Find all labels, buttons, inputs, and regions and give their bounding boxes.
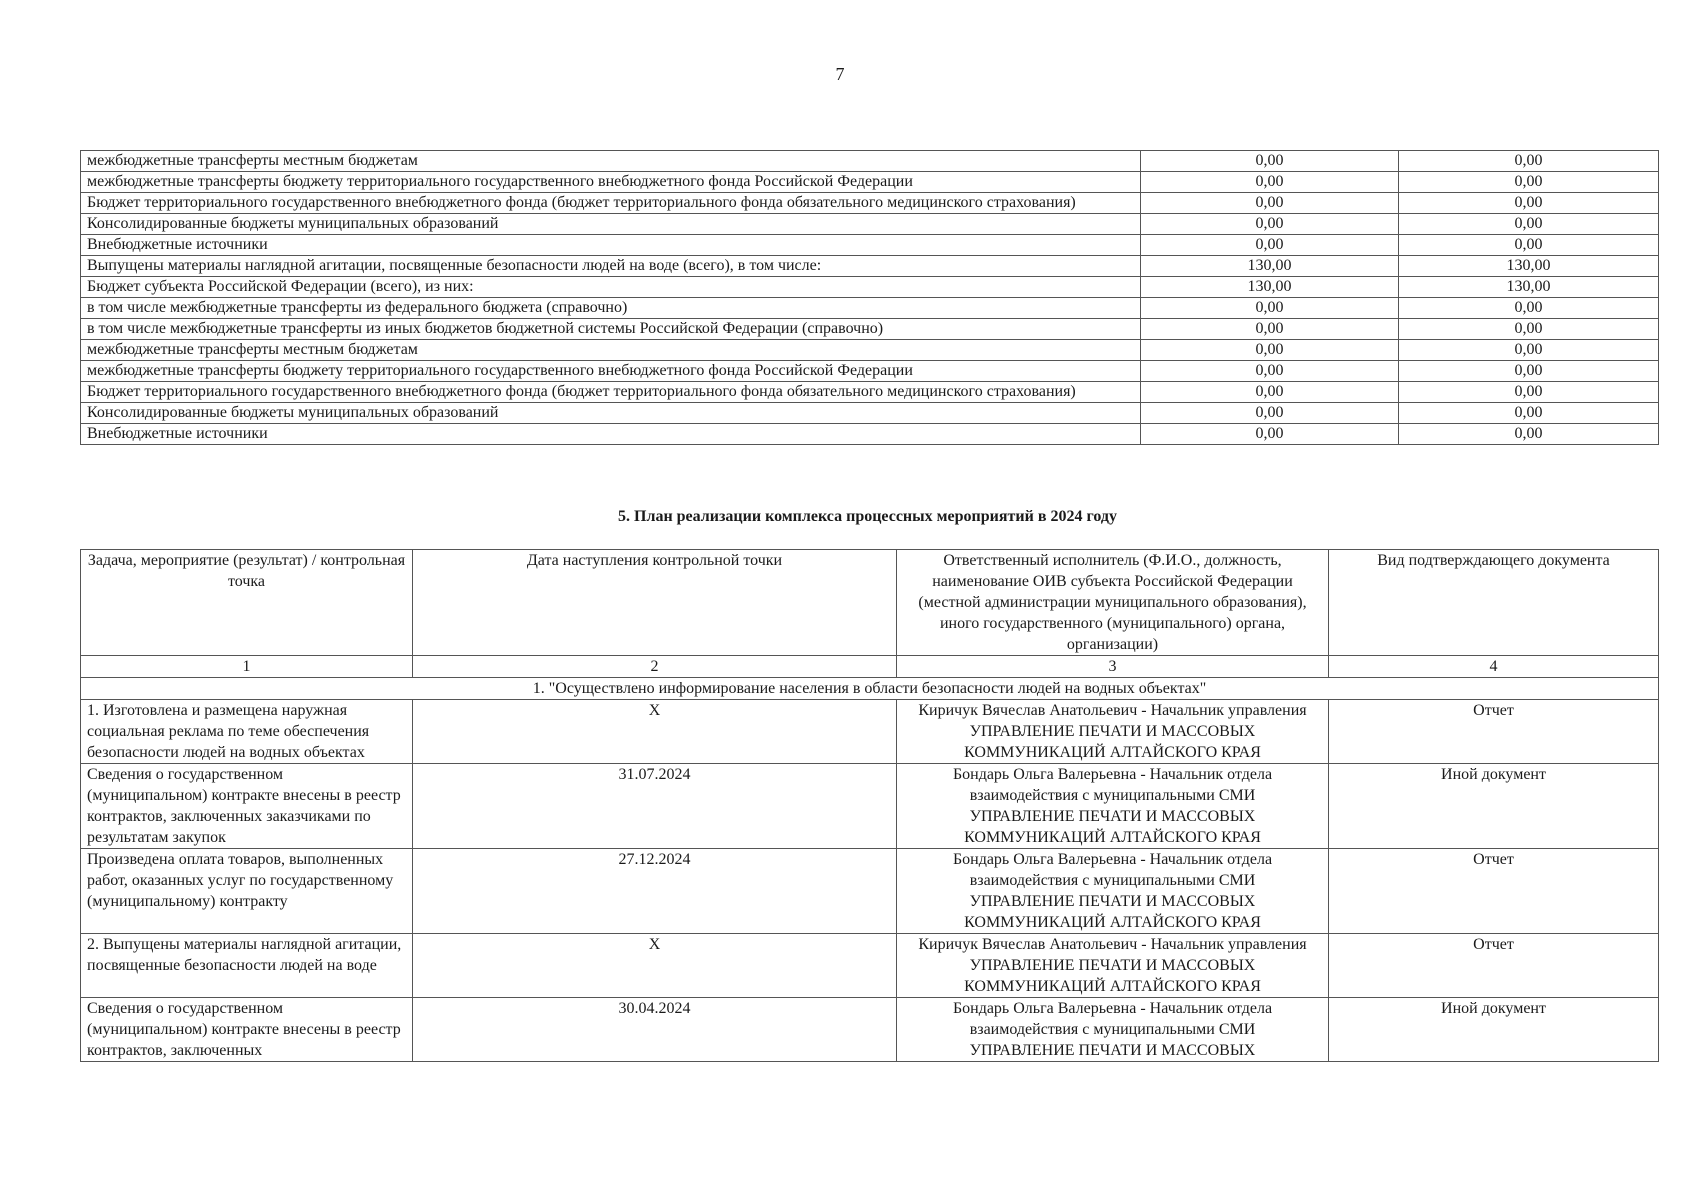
responsible-person: Киричук Вячеслав Анатольевич - Начальник управления bbox=[918, 936, 1307, 953]
date-cell: X bbox=[413, 700, 897, 764]
responsible-org: УПРАВЛЕНИЕ ПЕЧАТИ И МАССОВЫХ КОММУНИКАЦИЙ АЛТАЙСКОГО КРАЯ bbox=[964, 957, 1261, 995]
column-number-row bbox=[81, 656, 1659, 678]
budget-row bbox=[81, 361, 1659, 382]
budget-label: Выпущены материалы наглядной агитации, посвященные безопасности людей на воде (всего), в том числе: bbox=[81, 256, 1141, 277]
budget-value-2: 0,00 bbox=[1399, 319, 1659, 340]
col-number: 1 bbox=[81, 656, 413, 678]
budget-row bbox=[81, 214, 1659, 235]
budget-label: Бюджет территориального государственного внебюджетного фонда (бюджет территориального фонда обязательного медицинского страхования) bbox=[81, 193, 1141, 214]
budget-row bbox=[81, 424, 1659, 445]
responsible-org: УПРАВЛЕНИЕ ПЕЧАТИ И МАССОВЫХ КОММУНИКАЦИЙ АЛТАЙСКОГО КРАЯ bbox=[964, 893, 1261, 931]
header-responsible: Ответственный исполнитель (Ф.И.О., должность, наименование ОИВ субъекта Российской Федерации (местной администрации муниципального образования), иного государственного (муниципального) органа, организации) bbox=[897, 550, 1329, 656]
budget-label: Консолидированные бюджеты муниципальных образований bbox=[81, 403, 1141, 424]
date-cell: 27.12.2024 bbox=[413, 849, 897, 934]
section-title: 5. План реализации комплекса процессных мероприятий в 2024 году bbox=[618, 508, 1117, 525]
budget-table bbox=[80, 150, 1659, 445]
date-cell: 31.07.2024 bbox=[413, 764, 897, 849]
group-row bbox=[81, 678, 1659, 700]
responsible-cell bbox=[897, 700, 1329, 764]
budget-row bbox=[81, 235, 1659, 256]
group-title: 1. "Осуществлено информирование населения в области безопасности людей на водных объектах" bbox=[81, 678, 1659, 700]
budget-row bbox=[81, 298, 1659, 319]
plan-table bbox=[80, 549, 1659, 1062]
responsible-org: УПРАВЛЕНИЕ ПЕЧАТИ И МАССОВЫХ bbox=[969, 1042, 1256, 1059]
budget-row bbox=[81, 340, 1659, 361]
date-cell: 30.04.2024 bbox=[413, 998, 897, 1062]
budget-label: Внебюджетные источники bbox=[81, 424, 1141, 445]
col-number: 4 bbox=[1329, 656, 1659, 678]
budget-row bbox=[81, 172, 1659, 193]
header-document: Вид подтверждающего документа bbox=[1329, 550, 1659, 656]
budget-label: Бюджет территориального государственного внебюджетного фонда (бюджет территориального фонда обязательного медицинского страхования) bbox=[81, 382, 1141, 403]
budget-row bbox=[81, 193, 1659, 214]
budget-label: межбюджетные трансферты местным бюджетам bbox=[81, 340, 1141, 361]
responsible-cell bbox=[897, 998, 1329, 1062]
budget-label: Консолидированные бюджеты муниципальных образований bbox=[81, 214, 1141, 235]
responsible-person: Бондарь Ольга Валерьевна - Начальник отдела взаимодействия с муниципальными СМИ bbox=[952, 851, 1273, 889]
budget-value-1: 0,00 bbox=[1141, 382, 1399, 403]
budget-value-1: 0,00 bbox=[1141, 298, 1399, 319]
document-cell: Отчет bbox=[1329, 700, 1659, 764]
plan-row bbox=[81, 700, 1659, 764]
date-cell: X bbox=[413, 934, 897, 998]
responsible-person: Киричук Вячеслав Анатольевич - Начальник управления bbox=[918, 702, 1307, 719]
budget-label: межбюджетные трансферты местным бюджетам bbox=[81, 151, 1141, 172]
budget-label: межбюджетные трансферты бюджету территориального государственного внебюджетного фонда Российской Федерации bbox=[81, 361, 1141, 382]
responsible-org: УПРАВЛЕНИЕ ПЕЧАТИ И МАССОВЫХ КОММУНИКАЦИЙ АЛТАЙСКОГО КРАЯ bbox=[964, 723, 1261, 761]
budget-value-1: 0,00 bbox=[1141, 403, 1399, 424]
col-number: 3 bbox=[897, 656, 1329, 678]
budget-label: Внебюджетные источники bbox=[81, 235, 1141, 256]
budget-value-2: 0,00 bbox=[1399, 193, 1659, 214]
budget-value-1: 0,00 bbox=[1141, 214, 1399, 235]
budget-label: межбюджетные трансферты бюджету территориального государственного внебюджетного фонда Российской Федерации bbox=[81, 172, 1141, 193]
page-number: 7 bbox=[835, 64, 845, 84]
task-cell: 2. Выпущены материалы наглядной агитации, посвященные безопасности людей на воде bbox=[81, 934, 413, 998]
budget-value-2: 0,00 bbox=[1399, 235, 1659, 256]
budget-row bbox=[81, 403, 1659, 424]
budget-row bbox=[81, 277, 1659, 298]
budget-value-1: 0,00 bbox=[1141, 340, 1399, 361]
budget-value-1: 0,00 bbox=[1141, 319, 1399, 340]
task-cell: Сведения о государственном (муниципальном) контракте внесены в реестр контрактов, заключенных заказчиками по результатам закупок bbox=[81, 764, 413, 849]
budget-value-2: 0,00 bbox=[1399, 340, 1659, 361]
budget-row bbox=[81, 319, 1659, 340]
header-task: Задача, мероприятие (результат) / контрольная точка bbox=[81, 550, 413, 656]
responsible-cell bbox=[897, 934, 1329, 998]
budget-value-2: 0,00 bbox=[1399, 382, 1659, 403]
budget-value-1: 0,00 bbox=[1141, 235, 1399, 256]
budget-value-2: 0,00 bbox=[1399, 298, 1659, 319]
responsible-person: Бондарь Ольга Валерьевна - Начальник отдела взаимодействия с муниципальными СМИ bbox=[952, 766, 1273, 804]
document-cell: Иной документ bbox=[1329, 764, 1659, 849]
budget-label: в том числе межбюджетные трансферты из иных бюджетов бюджетной системы Российской Федерации (справочно) bbox=[81, 319, 1141, 340]
budget-label: в том числе межбюджетные трансферты из федерального бюджета (справочно) bbox=[81, 298, 1141, 319]
budget-value-1: 130,00 bbox=[1141, 277, 1399, 298]
budget-value-2: 130,00 bbox=[1399, 256, 1659, 277]
budget-value-1: 0,00 bbox=[1141, 424, 1399, 445]
budget-value-1: 0,00 bbox=[1141, 193, 1399, 214]
document-cell: Отчет bbox=[1329, 849, 1659, 934]
budget-value-2: 0,00 bbox=[1399, 424, 1659, 445]
budget-value-2: 0,00 bbox=[1399, 361, 1659, 382]
plan-row bbox=[81, 998, 1659, 1062]
budget-row bbox=[81, 382, 1659, 403]
responsible-org: УПРАВЛЕНИЕ ПЕЧАТИ И МАССОВЫХ КОММУНИКАЦИЙ АЛТАЙСКОГО КРАЯ bbox=[964, 808, 1261, 846]
budget-label: Бюджет субъекта Российской Федерации (всего), из них: bbox=[81, 277, 1141, 298]
budget-value-1: 130,00 bbox=[1141, 256, 1399, 277]
plan-row bbox=[81, 849, 1659, 934]
budget-value-1: 0,00 bbox=[1141, 361, 1399, 382]
budget-row bbox=[81, 151, 1659, 172]
document-cell: Иной документ bbox=[1329, 998, 1659, 1062]
budget-value-1: 0,00 bbox=[1141, 151, 1399, 172]
task-cell: 1. Изготовлена и размещена наружная социальная реклама по теме обеспечения безопасности людей на водных объектах bbox=[81, 700, 413, 764]
plan-header-row bbox=[81, 550, 1659, 656]
plan-row bbox=[81, 934, 1659, 998]
col-number: 2 bbox=[413, 656, 897, 678]
plan-row bbox=[81, 764, 1659, 849]
task-cell: Произведена оплата товаров, выполненных работ, оказанных услуг по государственному (муниципальному) контракту bbox=[81, 849, 413, 934]
budget-value-2: 130,00 bbox=[1399, 277, 1659, 298]
budget-value-2: 0,00 bbox=[1399, 172, 1659, 193]
budget-value-2: 0,00 bbox=[1399, 151, 1659, 172]
responsible-cell bbox=[897, 764, 1329, 849]
task-cell: Сведения о государственном (муниципальном) контракте внесены в реестр контрактов, заключенных bbox=[81, 998, 413, 1062]
budget-value-1: 0,00 bbox=[1141, 172, 1399, 193]
responsible-person: Бондарь Ольга Валерьевна - Начальник отдела взаимодействия с муниципальными СМИ bbox=[952, 1000, 1273, 1038]
responsible-cell bbox=[897, 849, 1329, 934]
header-date: Дата наступления контрольной точки bbox=[413, 550, 897, 656]
budget-row bbox=[81, 256, 1659, 277]
budget-value-2: 0,00 bbox=[1399, 214, 1659, 235]
budget-value-2: 0,00 bbox=[1399, 403, 1659, 424]
document-cell: Отчет bbox=[1329, 934, 1659, 998]
